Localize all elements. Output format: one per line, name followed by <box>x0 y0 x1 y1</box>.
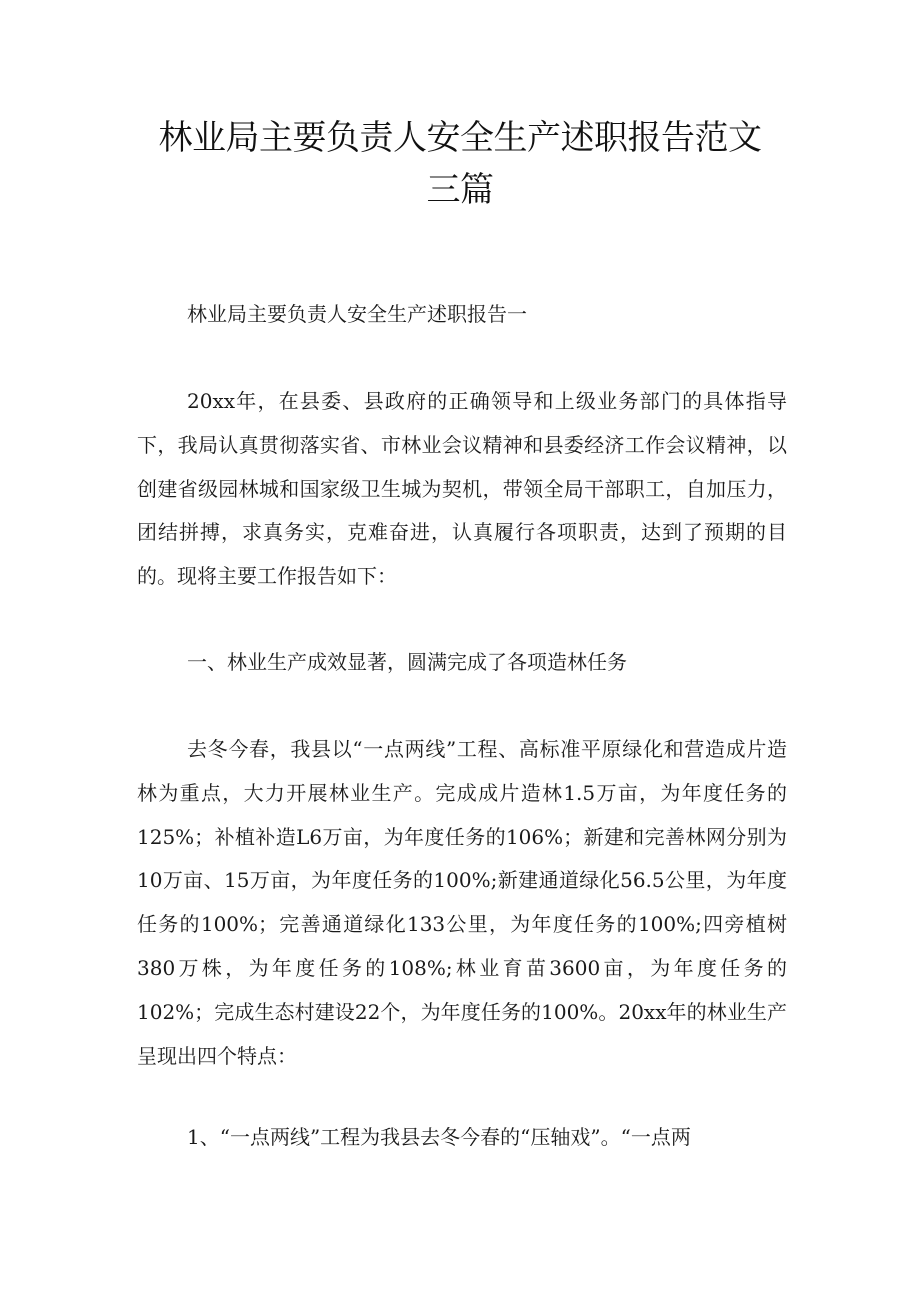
document-title <box>120 112 800 216</box>
section-heading-1: 一、林业生产成效显著，圆满完成了各项造林任务 <box>187 650 627 674</box>
section-1-paragraph: 去冬今春，我县以“一点两线”工程、高标准平原绿化和营造成片造林为重点，大力开展林业生产。完成成片造林1.5万亩，为年度任务的125%；补植补造L6万亩，为年度任务的106%；新建和完善林网分别为10万亩、15万亩，为年度任务的100%;新建通道绿化56.5公里，为年度任务的100%；完善通道绿化133公里，为年度任务的100%;四旁植树380万株，为年度任务的108%;林业育苗3600亩，为年度任务的102%；完成生态村建设22个，为年度任务的100%。20xx年的林业生产呈现出四个特点： <box>137 737 787 1068</box>
list-item-1: 1、“一点两线”工程为我县去冬今春的“压轴戏”。“一点两 <box>187 1125 691 1149</box>
report-subtitle: 林业局主要负责人安全生产述职报告一 <box>187 302 527 326</box>
intro-paragraph: 20xx年，在县委、县政府的正确领导和上级业务部门的具体指导下，我局认真贯彻落实省、市林业会议精神和县委经济工作会议精神，以创建省级园林城和国家级卫生城为契机，带领全局干部职工，自加压力，团结拼搏，求真务实，克难奋进，认真履行各项职责，达到了预期的目的。现将主要工作报告如下： <box>137 389 787 589</box>
title-line-1: 林业局主要负责人安全生产述职报告范文 <box>158 118 762 158</box>
title-line-2: 三篇 <box>426 170 494 210</box>
